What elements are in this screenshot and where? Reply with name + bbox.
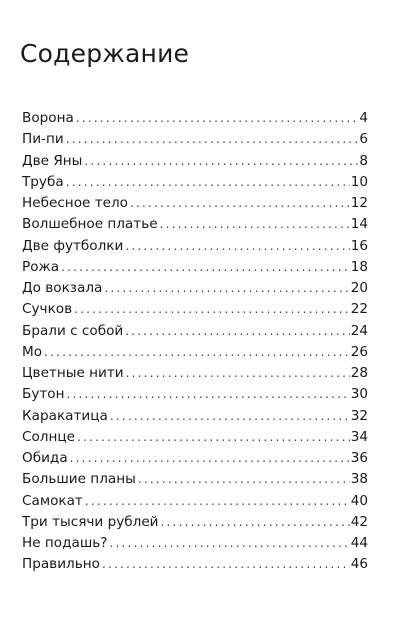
toc-entry[interactable]: [22, 384, 368, 405]
toc-dot-leader: [70, 448, 350, 469]
toc-entry[interactable]: [22, 491, 368, 512]
toc-dot-leader: [67, 384, 350, 405]
toc-dot-leader: [84, 151, 358, 172]
toc-entry[interactable]: [22, 299, 368, 320]
toc-entry[interactable]: [22, 151, 368, 172]
toc-page-number: 10: [350, 173, 368, 190]
toc-entry-title: Две Яны: [22, 152, 83, 169]
toc-entry[interactable]: [22, 363, 368, 384]
toc-dot-leader: [61, 257, 350, 278]
toc-entry-title: Сучков: [22, 301, 73, 318]
table-of-contents: [22, 108, 368, 576]
toc-entry-title: Брали с собой: [22, 322, 124, 339]
toc-dot-leader: [104, 278, 349, 299]
toc-page-number: 8: [359, 152, 368, 169]
toc-entry-title: До вокзала: [22, 280, 103, 296]
toc-dot-leader: [130, 193, 350, 214]
toc-entry-title: Рожа: [22, 258, 60, 275]
toc-entry-title: Самокат: [22, 492, 83, 509]
toc-dot-leader: [74, 299, 350, 320]
toc-entry-title: Ворона: [22, 110, 74, 126]
toc-entry-title: Мо: [22, 343, 43, 360]
toc-page-number: 12: [350, 195, 368, 211]
toc-page-number: 4: [359, 110, 368, 126]
toc-entry-title: Каракатица: [22, 407, 108, 424]
toc-entry[interactable]: [22, 172, 368, 193]
toc-entry[interactable]: [22, 448, 368, 469]
toc-page-number: 44: [350, 535, 368, 551]
toc-entry-title: Небесное тело: [22, 195, 128, 211]
toc-entry-title: Три тысячи рублей: [22, 513, 159, 530]
toc-entry[interactable]: [22, 257, 368, 278]
toc-entry[interactable]: [22, 108, 368, 129]
toc-page-number: 40: [350, 492, 368, 509]
toc-entry[interactable]: [22, 321, 368, 342]
toc-page-number: 22: [350, 301, 368, 318]
toc-entry-title: Обида: [22, 450, 68, 466]
toc-page-number: 46: [350, 556, 368, 573]
toc-entry-title: Солнце: [22, 428, 76, 445]
toc-page-number: 18: [350, 258, 368, 275]
toc-page-number: 14: [350, 216, 368, 233]
toc-dot-leader: [161, 512, 350, 533]
page-title: Содержание: [20, 39, 190, 68]
toc-entry-title: Не подашь?: [22, 535, 108, 551]
toc-page-number: 26: [350, 343, 368, 360]
toc-entry-title: Пи-пи: [22, 131, 64, 148]
toc-entry[interactable]: [22, 236, 368, 257]
toc-dot-leader: [44, 342, 350, 363]
toc-entry[interactable]: [22, 406, 368, 427]
toc-entry[interactable]: [22, 533, 368, 554]
toc-page-number: 30: [350, 386, 368, 403]
toc-entry[interactable]: [22, 427, 368, 448]
toc-dot-leader: [138, 469, 350, 490]
toc-dot-leader: [66, 172, 350, 193]
toc-page-number: 16: [350, 237, 368, 254]
toc-entry[interactable]: [22, 129, 368, 150]
toc-entry[interactable]: [22, 342, 368, 363]
toc-dot-leader: [77, 427, 350, 448]
toc-dot-leader: [85, 491, 350, 512]
toc-entry[interactable]: [22, 512, 368, 533]
toc-entry-title: Труба: [22, 173, 64, 190]
toc-page-number: 32: [350, 407, 368, 424]
toc-dot-leader: [110, 533, 350, 554]
toc-page-number: 28: [350, 365, 368, 381]
toc-dot-leader: [76, 108, 359, 129]
toc-page-number: 6: [359, 131, 368, 148]
toc-page-number: 38: [350, 471, 368, 488]
toc-dot-leader: [125, 321, 349, 342]
toc-entry[interactable]: [22, 469, 368, 490]
toc-page-number: 42: [350, 513, 368, 530]
toc-page-number: 36: [350, 450, 368, 466]
toc-dot-leader: [126, 363, 350, 384]
toc-dot-leader: [110, 406, 350, 427]
toc-entry[interactable]: [22, 554, 368, 575]
toc-entry[interactable]: [22, 193, 368, 214]
toc-page-number: 24: [350, 322, 368, 339]
toc-dot-leader: [160, 214, 350, 235]
toc-entry-title: Цветные нити: [22, 365, 124, 381]
toc-dot-leader: [102, 554, 350, 575]
toc-dot-leader: [66, 129, 359, 150]
toc-page-number: 20: [350, 280, 368, 296]
toc-entry-title: Большие планы: [22, 471, 136, 488]
toc-entry-title: Волшебное платье: [22, 216, 158, 233]
toc-entry-title: Правильно: [22, 556, 100, 573]
toc-dot-leader: [125, 236, 349, 257]
toc-entry-title: Бутон: [22, 386, 65, 403]
toc-page-number: 34: [350, 428, 368, 445]
toc-entry[interactable]: [22, 214, 368, 235]
toc-entry[interactable]: [22, 278, 368, 299]
toc-entry-title: Две футболки: [22, 237, 124, 254]
